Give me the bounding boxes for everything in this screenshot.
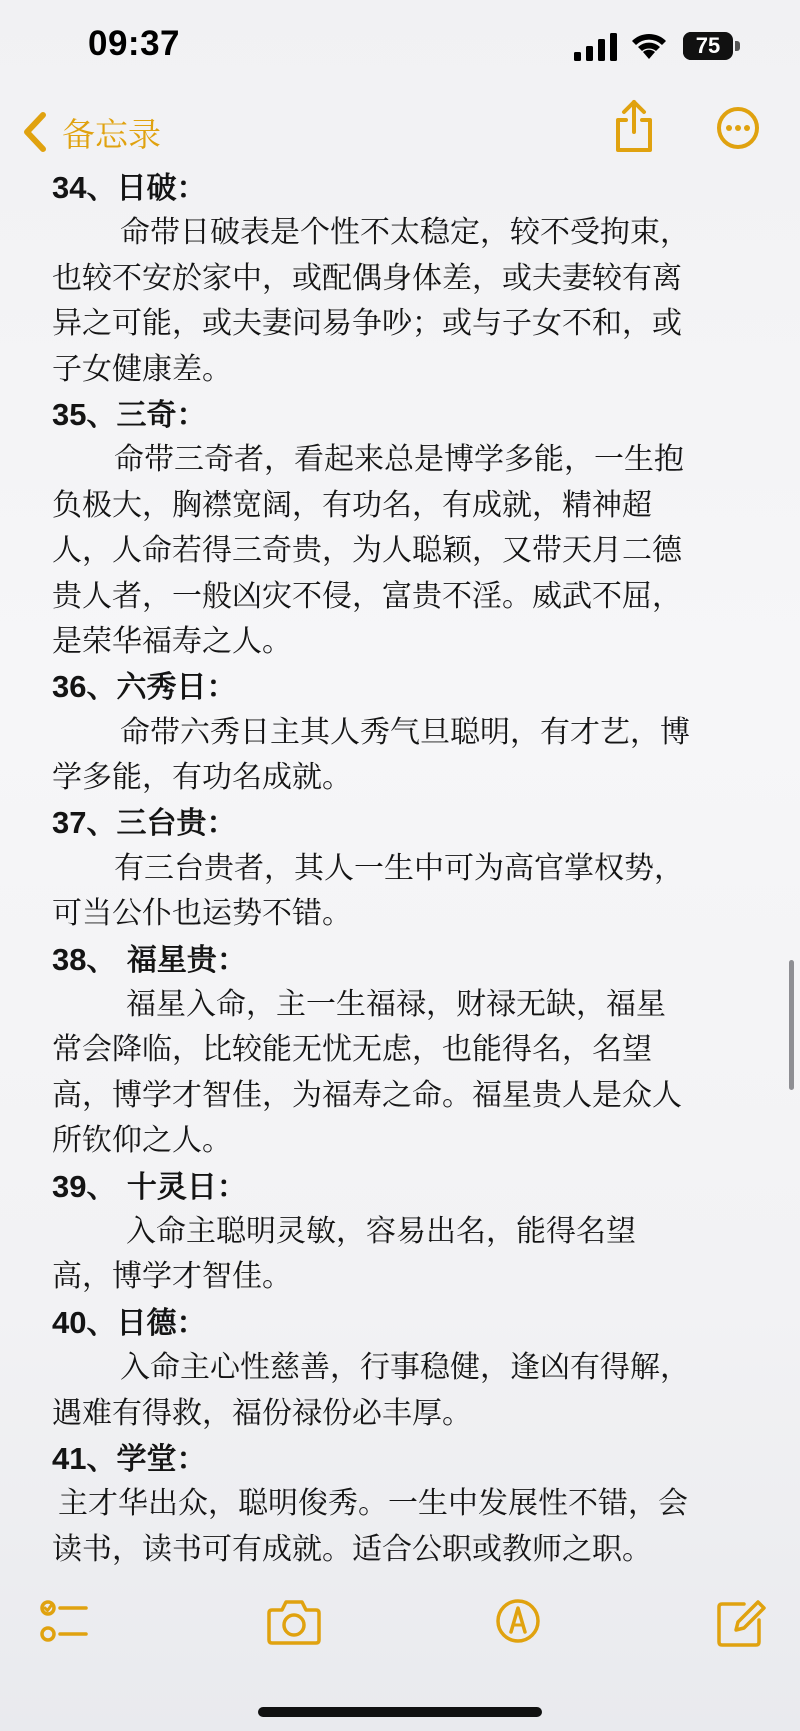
note-text-line	[52, 619, 772, 664]
section-title: 、 福星贵：	[86, 942, 247, 978]
section-heading	[52, 664, 772, 709]
note-text: 异之可能，或夫妻问易争吵；或与子女不和，或	[52, 306, 682, 342]
note-text-line	[52, 891, 772, 936]
note-text: 所钦仰之人。	[52, 1123, 232, 1159]
section-title: 、 十灵日：	[86, 1169, 247, 1205]
note-text: 福星入命，主一生福禄，财禄无缺，福星	[126, 987, 666, 1023]
note-text: 子女健康差。	[52, 351, 232, 387]
note-text: 负极大，胸襟宽阔，有功名，有成就，精神超	[52, 487, 652, 523]
note-text: 命带日破表是个性不太稳定，较不受拘束，	[120, 215, 690, 251]
battery-percent: 75	[695, 33, 721, 58]
note-content[interactable]	[52, 165, 772, 1572]
section-heading	[52, 1300, 772, 1345]
note-text-line	[52, 1073, 772, 1118]
note-text: 主才华出众，聪明俊秀。一生中发展性不错，会	[58, 1486, 688, 1522]
note-text-line	[52, 347, 772, 392]
back-button[interactable]	[20, 104, 161, 160]
markup-pen-icon[interactable]	[494, 1588, 542, 1658]
camera-icon[interactable]	[266, 1588, 322, 1658]
compose-icon[interactable]	[714, 1588, 766, 1658]
section-number: 37	[52, 805, 87, 841]
note-text: 人，人命若得三奇贵，为人聪颖，又带天月二德	[52, 533, 682, 569]
cellular-signal-icon	[574, 33, 618, 61]
chevron-left-icon	[20, 111, 50, 153]
section-heading	[52, 165, 772, 210]
note-text-line	[52, 982, 772, 1027]
note-text: 读书，读书可有成就。适合公职或教师之职。	[52, 1531, 652, 1567]
note-text: 遇难有得救，福份禄份必丰厚。	[52, 1395, 472, 1431]
section-title: 、日破：	[86, 171, 207, 206]
note-text: 入命主心性慈善，行事稳健，逢凶有得解，	[120, 1350, 690, 1386]
note-text: 命带三奇者，看起来总是博学多能，一生抱	[114, 442, 684, 478]
section-number: 38	[52, 941, 87, 977]
nav-bar	[0, 92, 800, 172]
section-title: 、三奇：	[86, 397, 207, 433]
note-text-line	[52, 846, 772, 891]
battery-cap	[735, 41, 740, 51]
note-text-line	[52, 1345, 772, 1390]
note-text-line	[52, 1527, 772, 1572]
home-indicator	[258, 1707, 542, 1717]
wifi-icon	[629, 30, 669, 60]
note-text-line	[52, 1481, 772, 1526]
scroll-indicator[interactable]	[789, 960, 794, 1090]
status-bar	[0, 0, 800, 92]
note-text-line	[52, 1118, 772, 1163]
note-text-line	[52, 483, 772, 528]
bottom-toolbar	[0, 1588, 800, 1658]
note-text: 高，博学才智佳，为福寿之命。福星贵人是众人	[52, 1077, 682, 1113]
section-title: 、学堂：	[86, 1441, 207, 1477]
note-text: 可当公仆也运势不错。	[52, 896, 352, 932]
share-icon[interactable]	[612, 98, 656, 154]
note-text-line	[52, 1027, 772, 1072]
section-number: 40	[52, 1304, 87, 1340]
note-text-line	[52, 437, 772, 482]
note-text-line	[52, 528, 772, 573]
back-label: 备忘录	[62, 114, 161, 154]
checklist-icon[interactable]	[38, 1588, 92, 1658]
note-text-line	[52, 710, 772, 755]
section-number: 41	[52, 1440, 87, 1476]
section-heading	[52, 1436, 772, 1481]
note-text-line	[52, 1391, 772, 1436]
note-text: 有三台贵者，其人一生中可为高官掌权势，	[114, 850, 684, 886]
note-text-line	[52, 1254, 772, 1299]
battery-indicator	[683, 32, 741, 60]
ellipsis-circle-icon[interactable]	[716, 106, 760, 150]
note-text-line	[52, 755, 772, 800]
section-number: 39	[52, 1168, 87, 1204]
note-text: 贵人者，一般凶灾不侵，富贵不淫。威武不屈，	[52, 578, 682, 614]
section-number: 34	[52, 170, 87, 205]
note-text-line	[52, 210, 772, 255]
note-text: 命带六秀日主其人秀气旦聪明，有才艺，博	[120, 714, 690, 750]
note-text-line	[52, 256, 772, 301]
note-text-line	[52, 301, 772, 346]
note-text: 学多能，有功名成就。	[52, 760, 352, 796]
note-text: 高，博学才智佳。	[52, 1259, 292, 1295]
section-heading	[52, 937, 772, 982]
note-text: 也较不安於家中，或配偶身体差，或夫妻较有离	[52, 260, 682, 296]
status-time: 09:37	[88, 24, 181, 63]
note-text: 入命主聪明灵敏，容易出名，能得名望	[126, 1213, 636, 1249]
section-number: 35	[52, 396, 87, 432]
section-title: 、三台贵：	[86, 806, 237, 842]
battery-body	[683, 32, 733, 60]
section-heading	[52, 800, 772, 845]
section-number: 36	[52, 669, 87, 705]
note-text: 是荣华福寿之人。	[52, 623, 292, 659]
section-heading	[52, 392, 772, 437]
section-heading	[52, 1164, 772, 1209]
note-text-line	[52, 574, 772, 619]
section-title: 、日德：	[86, 1305, 207, 1341]
note-text: 常会降临，比较能无忧无虑，也能得名，名望	[52, 1032, 652, 1068]
section-title: 、六秀日：	[86, 670, 237, 706]
note-text-line	[52, 1209, 772, 1254]
